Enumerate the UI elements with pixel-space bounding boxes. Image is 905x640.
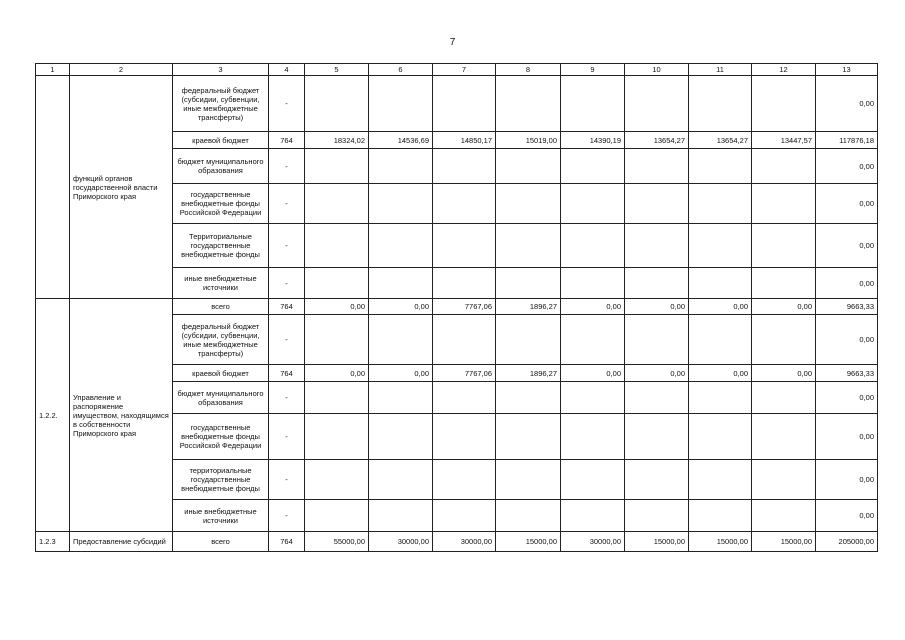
budget-code: -: [269, 414, 305, 460]
year-value: [305, 149, 369, 184]
year-value: 0,00: [561, 299, 625, 315]
year-value: [752, 414, 816, 460]
year-value: [625, 500, 689, 532]
year-value: [369, 460, 433, 500]
year-value: [369, 268, 433, 299]
funding-source: федеральный бюджет (субсидии, субвенции, иные межбюджетные трансферты): [173, 315, 269, 365]
budget-code: -: [269, 315, 305, 365]
funding-source: государственные внебюджетные фонды Российской Федерации: [173, 184, 269, 224]
funding-source: иные внебюджетные источники: [173, 500, 269, 532]
year-value: 15019,00: [496, 132, 561, 149]
year-value: 55000,00: [305, 532, 369, 552]
year-value: [689, 76, 752, 132]
year-value: [496, 184, 561, 224]
year-value: [369, 500, 433, 532]
year-value: 14536,69: [369, 132, 433, 149]
budget-code: 764: [269, 299, 305, 315]
table-row: [36, 76, 878, 132]
year-value: [496, 149, 561, 184]
year-value: [561, 460, 625, 500]
year-value: 0,00: [752, 365, 816, 382]
budget-code: -: [269, 460, 305, 500]
column-header: 1: [36, 64, 70, 76]
year-value: [369, 76, 433, 132]
year-value: 15000,00: [625, 532, 689, 552]
year-value: [561, 315, 625, 365]
budget-code: 764: [269, 532, 305, 552]
year-value: [561, 149, 625, 184]
column-header: 4: [269, 64, 305, 76]
column-header: 5: [305, 64, 369, 76]
year-value: 14390,19: [561, 132, 625, 149]
year-value: [561, 414, 625, 460]
year-value: [561, 224, 625, 268]
year-value: [689, 460, 752, 500]
year-value: 0,00: [689, 299, 752, 315]
table-row: [36, 532, 878, 552]
year-value: [433, 500, 496, 532]
funding-source: федеральный бюджет (субсидии, субвенции, иные межбюджетные трансферты): [173, 76, 269, 132]
year-value: [305, 76, 369, 132]
year-value: [433, 76, 496, 132]
year-value: [752, 268, 816, 299]
item-name: функций органов государственной власти Приморского края: [70, 76, 173, 299]
column-header: 2: [70, 64, 173, 76]
total-value: 205000,00: [816, 532, 878, 552]
column-header: 7: [433, 64, 496, 76]
year-value: [496, 460, 561, 500]
year-value: [305, 382, 369, 414]
year-value: [433, 315, 496, 365]
year-value: [625, 224, 689, 268]
funding-source: Территориальные государственные внебюджетные фонды: [173, 224, 269, 268]
total-value: 0,00: [816, 268, 878, 299]
year-value: 0,00: [305, 299, 369, 315]
total-value: 9663,33: [816, 299, 878, 315]
year-value: [496, 414, 561, 460]
year-value: [561, 268, 625, 299]
year-value: [752, 315, 816, 365]
year-value: [496, 268, 561, 299]
budget-code: -: [269, 184, 305, 224]
year-value: [433, 224, 496, 268]
funding-source: бюджет муниципального образования: [173, 149, 269, 184]
total-value: 0,00: [816, 315, 878, 365]
page-number: 7: [449, 37, 456, 48]
year-value: 30000,00: [433, 532, 496, 552]
year-value: 0,00: [369, 299, 433, 315]
year-value: [625, 76, 689, 132]
year-value: [752, 184, 816, 224]
total-value: 0,00: [816, 149, 878, 184]
year-value: 0,00: [305, 365, 369, 382]
year-value: 13654,27: [689, 132, 752, 149]
funding-source: краевой бюджет: [173, 365, 269, 382]
year-value: [369, 382, 433, 414]
budget-code: -: [269, 76, 305, 132]
year-value: [561, 76, 625, 132]
year-value: 15000,00: [496, 532, 561, 552]
year-value: [689, 184, 752, 224]
year-value: [689, 268, 752, 299]
year-value: [752, 224, 816, 268]
year-value: [496, 382, 561, 414]
year-value: [625, 149, 689, 184]
year-value: [305, 414, 369, 460]
year-value: 0,00: [625, 299, 689, 315]
budget-code: -: [269, 500, 305, 532]
year-value: [433, 460, 496, 500]
column-header: 8: [496, 64, 561, 76]
budget-table: [35, 63, 878, 552]
year-value: [752, 460, 816, 500]
year-value: [433, 184, 496, 224]
year-value: 0,00: [561, 365, 625, 382]
year-value: 7767,06: [433, 299, 496, 315]
year-value: [625, 460, 689, 500]
year-value: [561, 382, 625, 414]
year-value: [369, 149, 433, 184]
year-value: [561, 500, 625, 532]
budget-code: -: [269, 224, 305, 268]
column-header: 11: [689, 64, 752, 76]
total-value: 0,00: [816, 414, 878, 460]
budget-code: 764: [269, 132, 305, 149]
column-header: 3: [173, 64, 269, 76]
year-value: 7767,06: [433, 365, 496, 382]
year-value: [433, 149, 496, 184]
header-row: [36, 64, 878, 76]
year-value: [689, 224, 752, 268]
year-value: [561, 184, 625, 224]
budget-code: 764: [269, 365, 305, 382]
year-value: [689, 315, 752, 365]
total-value: 0,00: [816, 460, 878, 500]
funding-source: краевой бюджет: [173, 132, 269, 149]
budget-code: -: [269, 382, 305, 414]
column-header: 10: [625, 64, 689, 76]
item-number: 1.2.2.: [36, 299, 70, 532]
item-name: Управление и распоряжение имуществом, находящимся в собственности Приморского края: [70, 299, 173, 532]
year-value: 13654,27: [625, 132, 689, 149]
year-value: 0,00: [752, 299, 816, 315]
funding-source: всего: [173, 299, 269, 315]
year-value: [369, 184, 433, 224]
year-value: [369, 414, 433, 460]
year-value: 13447,57: [752, 132, 816, 149]
column-header: 12: [752, 64, 816, 76]
year-value: 0,00: [369, 365, 433, 382]
year-value: 30000,00: [561, 532, 625, 552]
year-value: [369, 315, 433, 365]
funding-source: иные внебюджетные источники: [173, 268, 269, 299]
year-value: 15000,00: [689, 532, 752, 552]
year-value: [752, 500, 816, 532]
total-value: 9663,33: [816, 365, 878, 382]
year-value: 1896,27: [496, 299, 561, 315]
table-header: [36, 64, 878, 76]
year-value: [305, 224, 369, 268]
year-value: [496, 315, 561, 365]
year-value: 15000,00: [752, 532, 816, 552]
column-header: 13: [816, 64, 878, 76]
year-value: 30000,00: [369, 532, 433, 552]
year-value: [625, 315, 689, 365]
year-value: [305, 268, 369, 299]
year-value: 1896,27: [496, 365, 561, 382]
item-number: [36, 76, 70, 299]
year-value: [496, 500, 561, 532]
year-value: [689, 500, 752, 532]
year-value: [689, 414, 752, 460]
table-body: [36, 76, 878, 552]
year-value: [433, 268, 496, 299]
item-number: 1.2.3: [36, 532, 70, 552]
total-value: 0,00: [816, 224, 878, 268]
year-value: [496, 76, 561, 132]
column-header: 6: [369, 64, 433, 76]
table-row: [36, 299, 878, 315]
year-value: [625, 184, 689, 224]
year-value: 0,00: [625, 365, 689, 382]
year-value: [752, 149, 816, 184]
budget-code: -: [269, 149, 305, 184]
total-value: 0,00: [816, 382, 878, 414]
year-value: [689, 382, 752, 414]
budget-code: -: [269, 268, 305, 299]
year-value: [689, 149, 752, 184]
year-value: [625, 382, 689, 414]
year-value: [752, 76, 816, 132]
column-header: 9: [561, 64, 625, 76]
total-value: 117876,18: [816, 132, 878, 149]
year-value: [305, 315, 369, 365]
year-value: [433, 382, 496, 414]
funding-source: территориальные государственные внебюджетные фонды: [173, 460, 269, 500]
year-value: [369, 224, 433, 268]
year-value: [305, 460, 369, 500]
total-value: 0,00: [816, 184, 878, 224]
total-value: 0,00: [816, 500, 878, 532]
year-value: 14850,17: [433, 132, 496, 149]
funding-source: бюджет муниципального образования: [173, 382, 269, 414]
total-value: 0,00: [816, 76, 878, 132]
year-value: [305, 184, 369, 224]
funding-source: государственные внебюджетные фонды Российской Федерации: [173, 414, 269, 460]
year-value: [625, 268, 689, 299]
year-value: [625, 414, 689, 460]
funding-source: всего: [173, 532, 269, 552]
year-value: [305, 500, 369, 532]
item-name: Предоставление субсидий: [70, 532, 173, 552]
year-value: [433, 414, 496, 460]
year-value: [752, 382, 816, 414]
year-value: [496, 224, 561, 268]
year-value: 0,00: [689, 365, 752, 382]
year-value: 18324,02: [305, 132, 369, 149]
